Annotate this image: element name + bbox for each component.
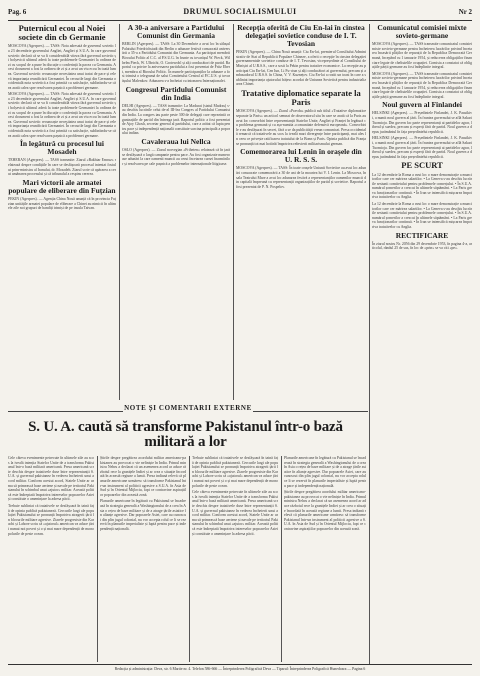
- headline-comemorare-lenin: Comemorarea lui Lenin în orașele din U. R. S. S.: [240, 147, 362, 165]
- column-divider: [97, 456, 98, 662]
- article-cavaleraua: OSLO (Agerpres). — Ziarul norvegian «Friheten» relatează că în țară se desfășoară o largă campanie pentru pace. Au fost organizate numeroase adunări la care oamenii muncii au cerut încetarea cursei înarmărilor și rezolvarea pe cale pașnică a problemelor internaționale litigioase.: [122, 147, 230, 166]
- article-guvern-finlanda: HELSINKI (Agerpres). — Președintele Finlandei, J. K. Paasikivi, a numit noul guvern al țării. În fruntea guvernului se află Sakari Tuomioja. Din guvern fac parte reprezentanți ai partidelor agrar, liberal și suedez, precum și experți fără de partid. Noul guvern a depus jurământul în fața președintelui republicii.: [372, 111, 472, 134]
- article-nota-sovietica: MOSCOVA (Agerpres). — TASS: Nota adresată de guvernul sovietic la 23 decembrie guvernului Angliei, Angliei și S.U.A. în care guvernul sovietic declară că se va fi considerabilă viteza fără guvernul sovietic și bolșevicii ultimul aderă la toate problemele Germaniei la ordinea de zi cu scopul de a pune în discuție o conferință la pacea cu Germania. Acest document a fost la ordinea de zi și a avut un viu ecou în toată lumea. Guvernul sovietic recunoaște necesitatea unui tratat de pace și relevă importanța reunificării Germaniei. În cercurile largi din Germania occidentală nota sovietică a fost primită cu satisfacție, subliniindu-se că ea arată calea spre rezolvarea pașnică a problemei germane.: [8, 44, 116, 90]
- article-comemorare-lenin: MOSCOVA (Agerpres). — TASS: În toate orașele Uniunii Sovietice au avut loc adunări consacrate comemorării a 30 de ani de la moartea lui V. I. Lenin. La Moscova, în sala Teatrului Mare a avut loc adunarea festivă a reprezentanților oamenilor muncii din capitală împreună cu reprezentanții organizațiilor de partid și sovietice. Raportul a fost prezentat de P. N. Pospelov.: [236, 166, 366, 189]
- headline-aniversare-kpd: A 30-a aniversare a Partidului Comunist din Germania: [127, 24, 225, 41]
- headline-cavaleraua: Cavaleraua lui Nellca: [141, 136, 211, 146]
- article-congres-india: DELHI (Agerpres). — TASS transmite: La Madurai (statul Madras) s-au deschis lucrările celui de-al III-lea Congres al Partidului Comunist din India. La congres iau parte peste 300 de delegați care reprezintă organizațiile de partid din întreaga țară. Raportul politic a fost prezentat de Ajoy Ghosh, secretar general al partidului, care a arătat că lupta pentru pace și independență națională constituie sarcina principală a poporului indian.: [122, 103, 230, 136]
- article-pakistan-part2b: Planurile americane în legătură cu Pakistanul se încadrează în strategia generală a Washingtonului de a crea în Asia o rețea de baze militare și de a atrage țările asiatice în alianțe agresive. Dar popoarele Asiei, care au cunoscut din plin jugul colonial, nu vor accepta rolul ce li se rezervă în planurile imperialiste și luptă pentru pace și independență națională.: [100, 499, 186, 531]
- section-band-label: NOTE ȘI COMENTARII EXTERNE: [124, 404, 252, 412]
- article-comisie-mixta: MOSCOVA (Agerpres). — TASS transmite comunicatul comisiei mixte sovieto-germane pentru încheierea lucrărilor privind încetarea încasării plăților de reparații de la Republica Democrată Germană, începând cu 1 ianuarie 1954, și reducerea obligațiilor financiare legate de cheltuielile ocupației. Comisia a constatat că obligațiile părții germane au fost îndeplinite integral.: [372, 42, 472, 70]
- bottom-col-4: [284, 456, 366, 662]
- column-3: [236, 24, 366, 400]
- article-victorii-futzian: PEKIN (Agerpres). — Agenția China Nouă anunță că în provincia Fuțzian unitățile armatei populare de eliberare a Chinei au nimicit în ultimele zile noi grupuri de bandiți trimiși de pe insula Taivan.: [8, 196, 116, 211]
- article-proces-mosadeh: TEHERAN (Agerpres). — TASS transmite: Ziarul «Bakhtar Emruz» relatează despre condițiile în care se desfășoară procesul intentat fostului prim-ministru al Iranului, dr. Mosadeh. Ziarul scrie că apărarea a cerut amânarea procesului și că tribunalul a respins cererea.: [8, 158, 116, 177]
- page-header: [8, 6, 472, 21]
- column-divider: [369, 24, 370, 664]
- headline-guvern-finlanda: Noul guvern al Finlandei: [382, 100, 462, 110]
- column-divider: [233, 24, 234, 400]
- article-aniversare-kpd: BERLIN (Agerpres). — TASS: La 30 Decembrie a avut loc în sălașul Palatului Friedrichstadt din Berlin o adunare festivă consacrată aniversării a 35-a a Partidului Comunist din Germania. Au participat membrii Biroului Politic al C.C. al P.S.U.G. în frunte cu tovarășul W. Pieck, Wilhelm Pieck, W. Ulbricht, O. Grotewohl și alți conducători de partid. Raportul cu privire la aniversarea partidului a fost prezentat de Fritz Ebert, membru al Biroului Politic. În numele participanților la adunare a fost trimisă o telegramă de salut Comitetului Central al P.C.U.S. și tovarășului Malenkov. Adunarea s-a încheiat cu intonarea Internaționalei.: [122, 42, 230, 83]
- column-divider: [189, 456, 190, 662]
- column-divider: [281, 456, 282, 662]
- article-pakistan-part4b: Știrile despre pregătirea acordului militar americano-pakistanez au provocat o vie neliniște în India. Primul ministru Nehru a declarat că un asemenea acord ar aduce războiul rece la granițele Indiei și ar crea o situație încordată în această regiune a lumii. Presa indiană relevă că planurile americane urmăresc să transforme Pakistanul într-un instrument al politicii agresive a S.U.A. în Asia de Sud și în Orientul Mijlociu, fapt ce contravine aspirațiilor popoarelor din această zonă.: [284, 490, 366, 531]
- article-pakistan-part4: Planurile americane în legătură cu Pakistanul se încadrează în strategia generală a Washingtonului de a crea în Asia o rețea de baze militare și de a atrage țările asiatice în alianțe agresive. Dar popoarele Asiei, care au cunoscut din plin jugul colonial, nu vor accepta rolul ce li se rezervă în planurile imperialiste și luptă pentru pace și independență națională.: [284, 456, 366, 488]
- article-guvern-finlanda-cont: HELSINKI (Agerpres). — Președintele Finlandei, J. K. Paasikivi, a numit noul guvern al țării. În fruntea guvernului se află Sakari Tuomioja. Din guvern fac parte reprezentanți ai partidelor agrar, liberal și suedez, precum și experți fără de partid. Noul guvern a depus jurământul în fața președintelui republicii.: [372, 136, 472, 159]
- article-comisie-mixta-cont: MOSCOVA (Agerpres). — TASS transmite comunicatul comisiei mixte sovieto-germane pentru încheierea lucrărilor privind încetarea încasării plăților de reparații de la Republica Democrată Germană, începând cu 1 ianuarie 1954, și reducerea obligațiilor financiare legate de cheltuielile ocupației. Comisia a constatat că obligațiile părții germane au fost îndeplinite integral.: [372, 71, 472, 99]
- article-pakistan-part2: Știrile despre pregătirea acordului militar americano-pakistanez au provocat o vie neliniște în India. Primul ministru Nehru a declarat că un asemenea acord ar aduce războiul rece la granițele Indiei și ar crea o situație încordată în această regiune a lumii. Presa indiană relevă că planurile americane urmăresc să transforme Pakistanul într-un instrument al politicii agresive a S.U.A. în Asia de Sud și în Orientul Mijlociu, fapt ce contravine aspirațiilor popoarelor din această zonă.: [100, 456, 186, 497]
- page-footer: Redacția și administrația: Deva, str. 6 Martie nr. 4. Telefon 586-666 — Întreprinderea Poligrafică Deva — Tiparul: Întreprinderea Poligrafică Hunedoara — Pagina 6: [8, 664, 472, 673]
- newspaper-name: DRUMUL SOCIALISMULUI: [183, 7, 297, 16]
- headline-nota-sovietica: Puternicul ecou al Noiei societe din cb Germanie: [18, 24, 106, 43]
- column-2: [122, 24, 230, 400]
- article-pe-scurt: La 12 decembrie la Roma a avut loc o mare demonstrație a muncitorilor care cer mărirea salariilor. • La Geneva s-au deschis lucrările sesiunii comitetului pentru problemele comerțului. • În S.U.A. numărul șomerilor a crescut în ultimele săptămâni. • La Paris greva funcționarilor continuă. • În Iran se intensifică mișcarea împotriva tratativelor cu Anglia.: [372, 172, 472, 200]
- headline-pe-scurt: PE SCURT: [401, 160, 443, 171]
- bottom-col-1: [8, 456, 94, 662]
- page-number: Pag. 6: [8, 8, 27, 16]
- article-rectificare: În ziarul nostru Nr. 2056 din 29 decembrie 1953, în pagina 4-a, articolul, rândul 25 de sus, în loc de «prin» se va citi «pe».: [372, 241, 472, 251]
- article-pakistan-part1b: Trebuie subliniat că tratativele se desfășoară în taină față de opinia publică pakistaneză. Cercurile largi ale populației Pakistanului se pronunță împotriva atragerii țării în blocurile militare agresive. Ziarele progresiste din Karachi și Lahore scriu că «ajutorul» american va aduce țării numai noi poveri și o și mai mare dependență de monopolurile de peste ocean.: [8, 503, 94, 536]
- article-pakistan-part1: Cele câteva evenimente petrecute în ultimele zile au scos la iveală intenția Statelor Unite de a transforma Pakistanul într-o bază militară americană. Presa americană scrie deschis despre tratativele duse între reprezentanții S.U.A. și guvernul pakistanez în vederea încheierii unui acord militar. Conform acestui acord, Statele Unite ar urma să primească baze aeriene și navale pe teritoriul Pakistanului în schimbul unui «ajutor» militar. Această politică este îndreptată împotriva intereselor popoarelor Asiei și constituie o amenințare la adresa păcii.: [8, 456, 94, 502]
- column-1: [8, 24, 116, 400]
- article-pe-scurt-cont: La 12 decembrie la Roma a avut loc o mare demonstrație a muncitorilor care cer mărirea salariilor. • La Geneva s-au deschis lucrările sesiunii comitetului pentru problemele comerțului. • În S.U.A. numărul șomerilor a crescut în ultimele săptămâni. • La Paris greva funcționarilor continuă. • În Iran se intensifică mișcarea împotriva tratativelor cu Anglia.: [372, 202, 472, 230]
- headline-comisie-mixta: Comunicatul comisiei mixte sovieto-germane: [377, 24, 467, 41]
- headline-victorii-futzian: Mari victorii ale armatei populare de eliberare din Fuțzian: [8, 177, 116, 195]
- headline-proces-mosadeh: În legătură cu procesul lui Mosadeh: [19, 139, 105, 157]
- headline-pakistan: S. U. A. caută să transforme Pakistanul într-o bază militară a lor: [28, 419, 343, 450]
- column-4: [372, 24, 472, 662]
- issue-number: Nr 2: [458, 8, 472, 16]
- article-nota-sovietica-cont: MOSCOVA (Agerpres). — TASS: Nota adresată de guvernul sovietic la 23 decembrie guvernului Angliei, Angliei și S.U.A. în care guvernul sovietic declară că se va fi considerabilă viteza fără guvernul sovietic și bolșevicii ultimul aderă la toate problemele Germaniei la ordinea de zi cu scopul de a pune în discuție o conferință la pacea cu Germania. Acest document a fost la ordinea de zi și a avut un viu ecou în toată lumea. Guvernul sovietic recunoaște necesitatea unui tratat de pace și relevă importanța reunificării Germaniei. În cercurile largi din Germania occidentală nota sovietică a fost primită cu satisfacție, subliniindu-se că ea arată calea spre rezolvarea pașnică a problemei germane.: [8, 92, 116, 138]
- headline-receptie-ciu-en-lai: Recepția oferită de Ciu En-lai în cinstea delegației sovietice conduse de I. T. Tevosian: [237, 24, 365, 49]
- article-pakistan-part3: Trebuie subliniat că tratativele se desfășoară în taină față de opinia publică pakistaneză. Cercurile largi ale populației Pakistanului se pronunță împotriva atragerii țării în blocurile militare agresive. Ziarele progresiste din Karachi și Lahore scriu că «ajutorul» american va aduce țării numai noi poveri și o și mai mare dependență de monopolurile de peste ocean.: [192, 456, 278, 488]
- headline-congres-india: Congresul Partidului Comunist din India: [125, 84, 227, 102]
- article-tratative-paris: MOSCOVA (Agerpres). — Ziarul «Pravda» publică sub titlul «Tratative diplomatice separate la Paris» un articol semnat de observatorul său în care se arată că la Paris au avut loc convorbiri între reprezentanții Statelor Unite, Angliei și Franței în legătură cu problema germană și cu așa-numita «comunitate defensivă europeană». Convorbirile s-au desfășurat în secret, fără a se da publicității vreun comunicat. Presa occidentală remarcă că tratativele au scos la iveală mari divergențe între participanți, mai ales în ceea ce privește ratificarea tratatului de la Bonn și Paris. Opinia publică din Franța se pronunță tot mai hotărât împotriva reînvierii militarismului german.: [236, 109, 366, 146]
- column-divider: [119, 24, 120, 400]
- headline-tratative-paris: Tratative diplomatice separate la Paris: [241, 88, 361, 108]
- bottom-col-2: [100, 456, 186, 662]
- headline-rectificare: RECTIFICARE: [395, 230, 449, 240]
- article-receptie-ciu-en-lai: PEKIN (Agerpres). — China Nouă anunță: Ciu En-lai, premierul Consiliului Administrativ de Stat al Republicii Populare Chineze, a oferit o recepție în cinstea delegației guvernamentale sovietice conduse de I. T. Tevosian, vicepreședinte al Consiliului de Miniștri al U.R.S.S., care a sosit la Pekin pentru tratative economice. La recepție au participat Ciu En-lai, Cen Iun, Li Fu-ciun și alți conducători ai guvernului, precum și ambasadorul U.R.S.S. în China, V. V. Kuznețov. Ciu En-lai a rostit un toast în care a subliniat importanța ajutorului frățesc acordat de Uniunea Sovietică pentru industrializarea Chinei.: [236, 50, 366, 87]
- bottom-col-3: [192, 456, 278, 662]
- article-pakistan-part3b: Cele câteva evenimente petrecute în ultimele zile au scos la iveală intenția Statelor Unite de a transforma Pakistanul într-o bază militară americană. Presa americană scrie deschis despre tratativele duse între reprezentanții S.U.A. și guvernul pakistanez în vederea încheierii unui acord militar. Conform acestui acord, Statele Unite ar urma să primească baze aeriene și navale pe teritoriul Pakistanului în schimbul unui «ajutor» militar. Această politică este îndreptată împotriva intereselor popoarelor Asiei și constituie o amenințare la adresa păcii.: [192, 490, 278, 536]
- section-band: [8, 404, 368, 418]
